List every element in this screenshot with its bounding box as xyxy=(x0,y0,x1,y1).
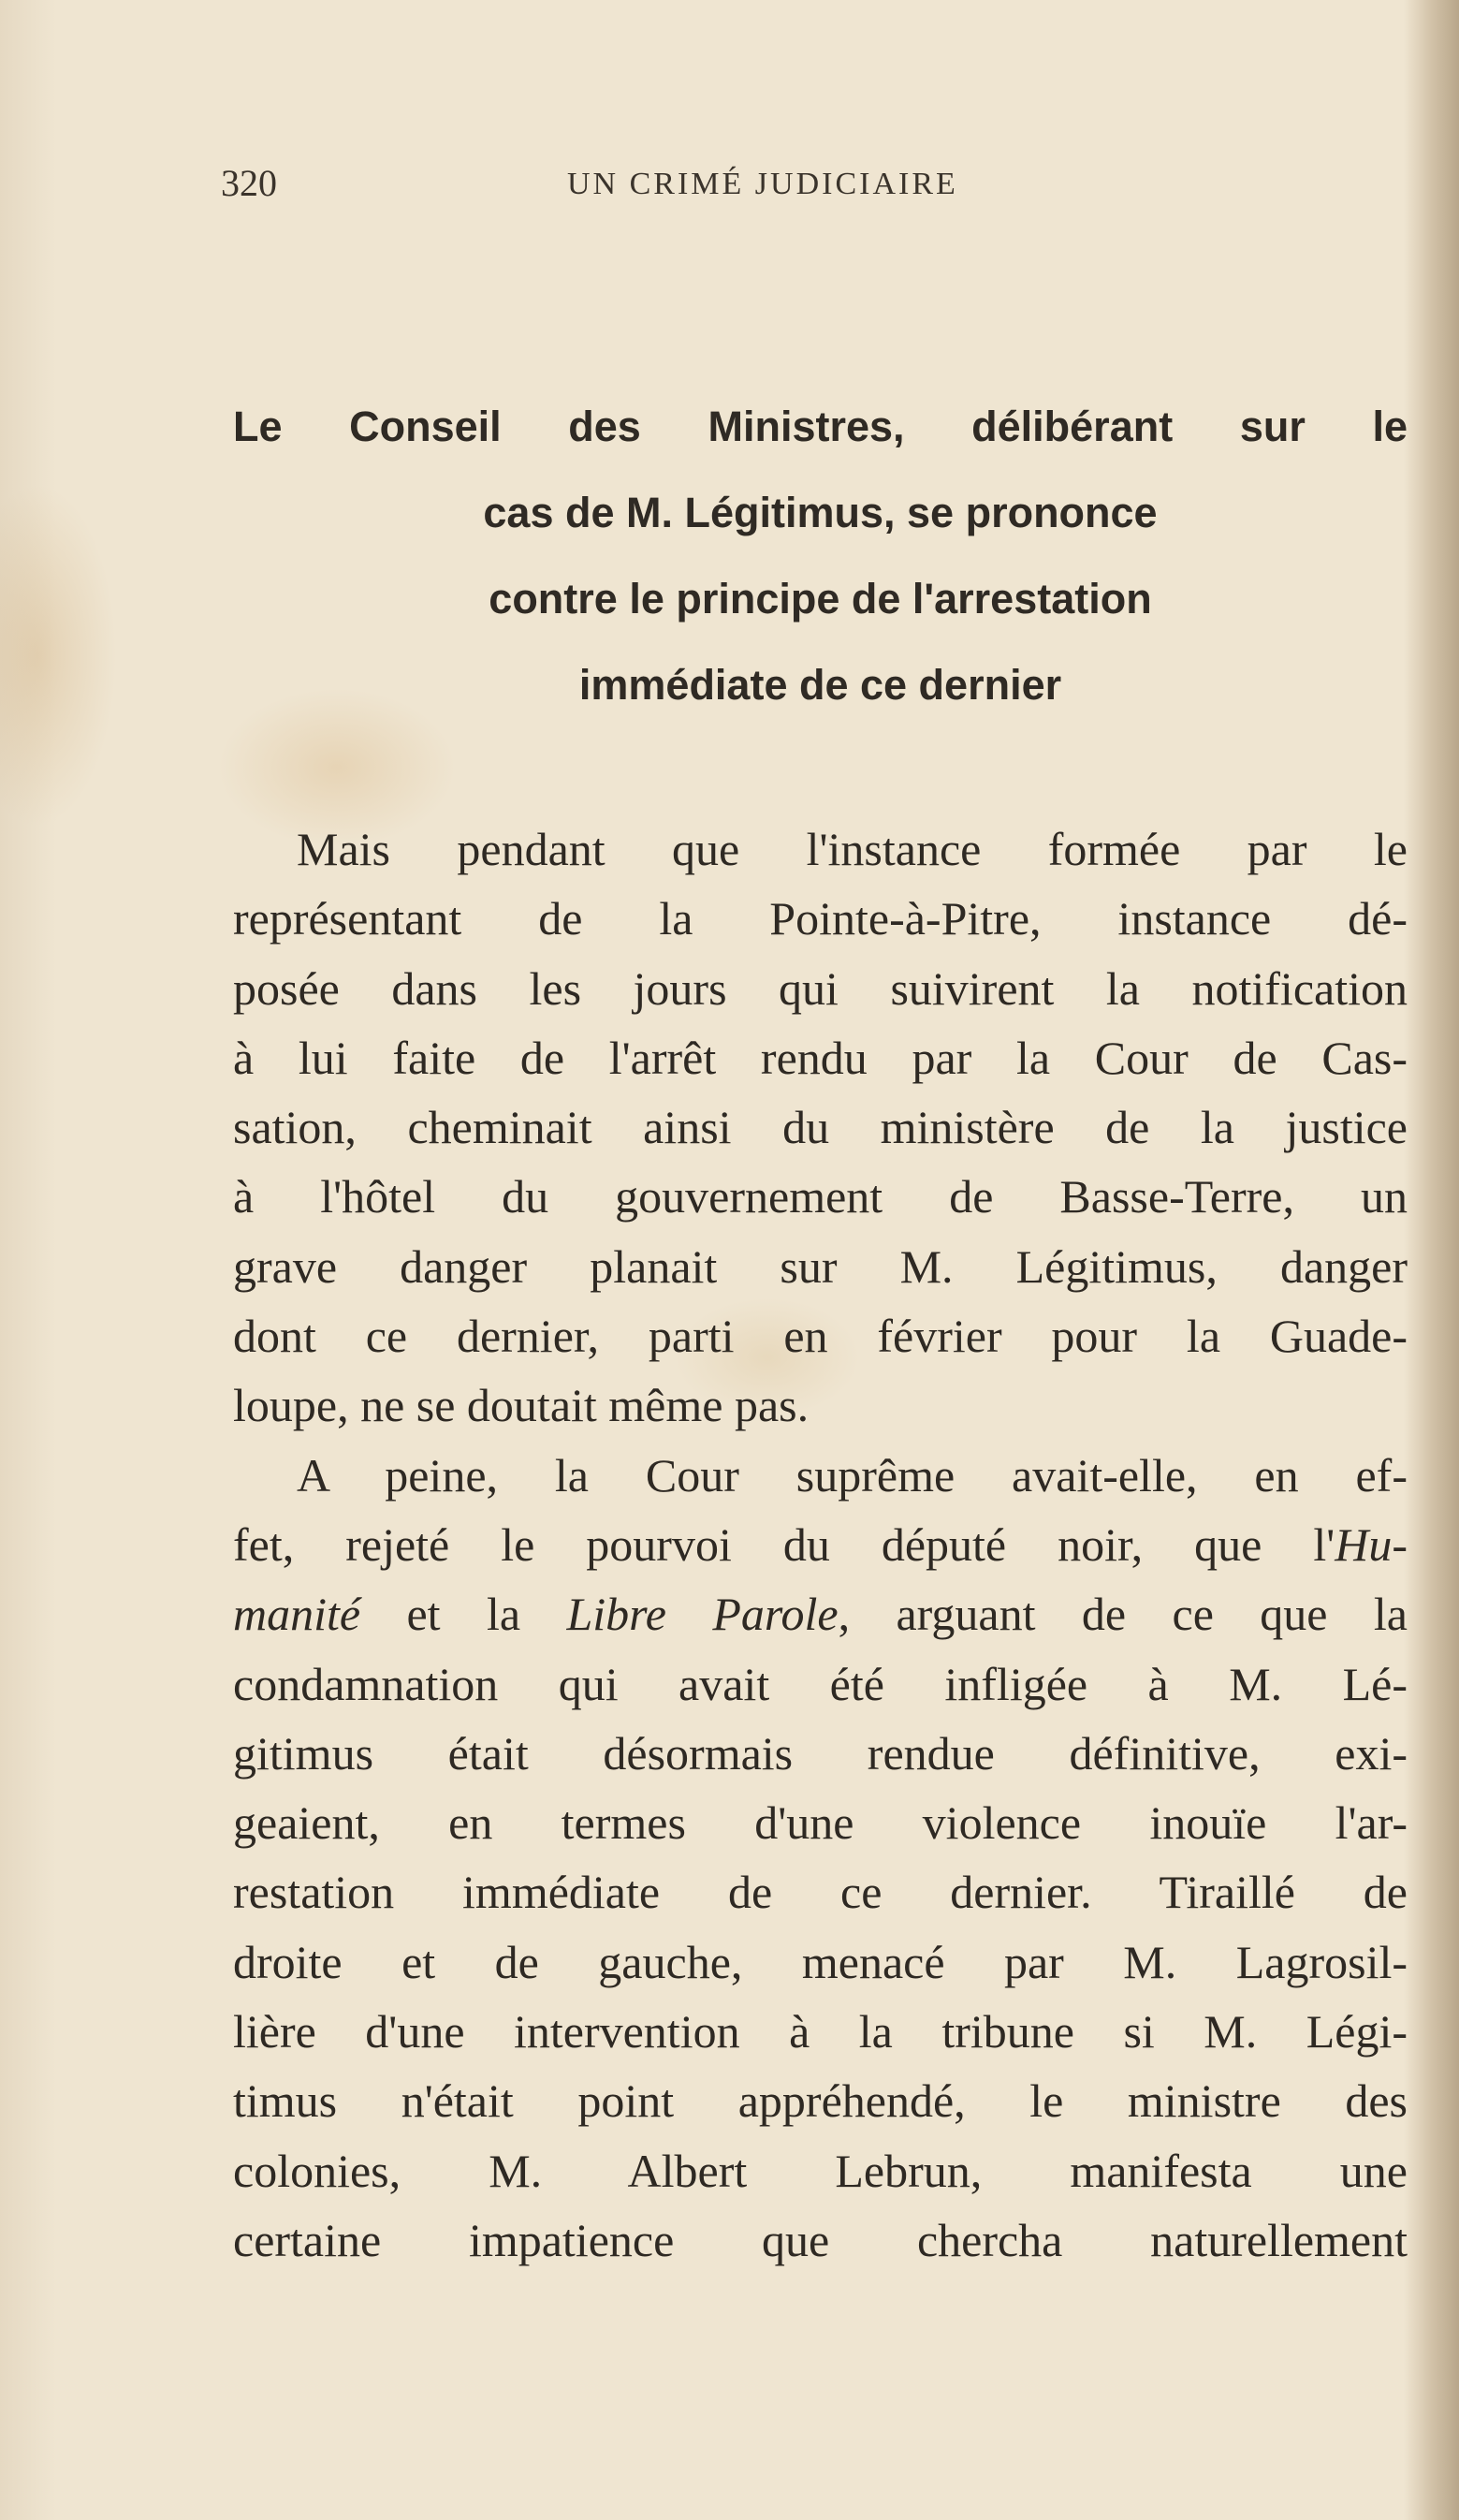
text-line xyxy=(233,1510,1408,1579)
text-line: A peine, la Cour suprême avait-elle, en ef- xyxy=(297,1448,1408,1502)
text-line: à l'hôtel du gouvernement de Basse-Terre, un xyxy=(233,1170,1408,1223)
text-line: à lui faite de l'arrêt rendu par la Cour de Cas- xyxy=(233,1031,1408,1084)
text-line: Mais pendant que l'instance formée par le xyxy=(297,823,1408,875)
italic-segment: manité xyxy=(233,1588,361,1641)
text-line: timus n'était point appréhendé, le ministre des xyxy=(233,2074,1408,2128)
text-line: dont ce dernier, parti en février pour la Guade- xyxy=(233,1310,1408,1363)
heading-line: immédiate de ce dernier xyxy=(578,661,1062,709)
running-header xyxy=(221,161,1082,208)
text-segment: , arguant de ce que la xyxy=(838,1588,1408,1641)
text-segment: et la xyxy=(360,1588,567,1641)
text-line: posée dans les jours qui suivirent la notification xyxy=(233,961,1408,1015)
text-line xyxy=(233,1579,1408,1648)
text-line: sation, cheminait ainsi du ministère de la justice xyxy=(233,1101,1408,1154)
text-segment: fet, rejeté le pourvoi du député noir, que l' xyxy=(233,1517,1335,1571)
heading-line: Le Conseil des Ministres, délibérant sur le xyxy=(233,403,1408,450)
text-line: colonies, M. Albert Lebrun, manifesta une xyxy=(233,2144,1408,2197)
page-number: 320 xyxy=(221,162,277,204)
text-line: grave danger planait sur M. Légitimus, danger xyxy=(233,1239,1408,1293)
text-line: restation immédiate de ce dernier. Tiraillé de xyxy=(233,1866,1408,1919)
text-line: condamnation qui avait été infligée à M. Lé- xyxy=(233,1657,1408,1710)
text-line: droite et de gauche, menacé par M. Lagrosil- xyxy=(233,1935,1408,1988)
italic-segment: Hu- xyxy=(1335,1517,1408,1571)
text-line: geaient, en termes d'une violence inouïe l'ar- xyxy=(233,1796,1408,1850)
section-heading xyxy=(233,384,1408,728)
text-line: certaine impatience que chercha naturellement xyxy=(233,2213,1408,2266)
text-line: lière d'une intervention à la tribune si M. Légi- xyxy=(233,2005,1408,2058)
heading-line: contre le principe de l'arrestation xyxy=(489,575,1152,623)
running-title: UN CRIMÉ JUDICIAIRE xyxy=(567,167,958,201)
text-line: gitimus était désormais rendue définitive, exi- xyxy=(233,1726,1408,1780)
italic-segment: Libre Parole xyxy=(566,1588,839,1641)
heading-line: cas de M. Légitimus, se prononce xyxy=(483,489,1158,536)
body-text xyxy=(233,814,1408,2275)
text-line: loupe, ne se doutait même pas. xyxy=(233,1379,810,1432)
text-line: représentant de la Pointe-à-Pitre, instance dé- xyxy=(233,892,1408,945)
